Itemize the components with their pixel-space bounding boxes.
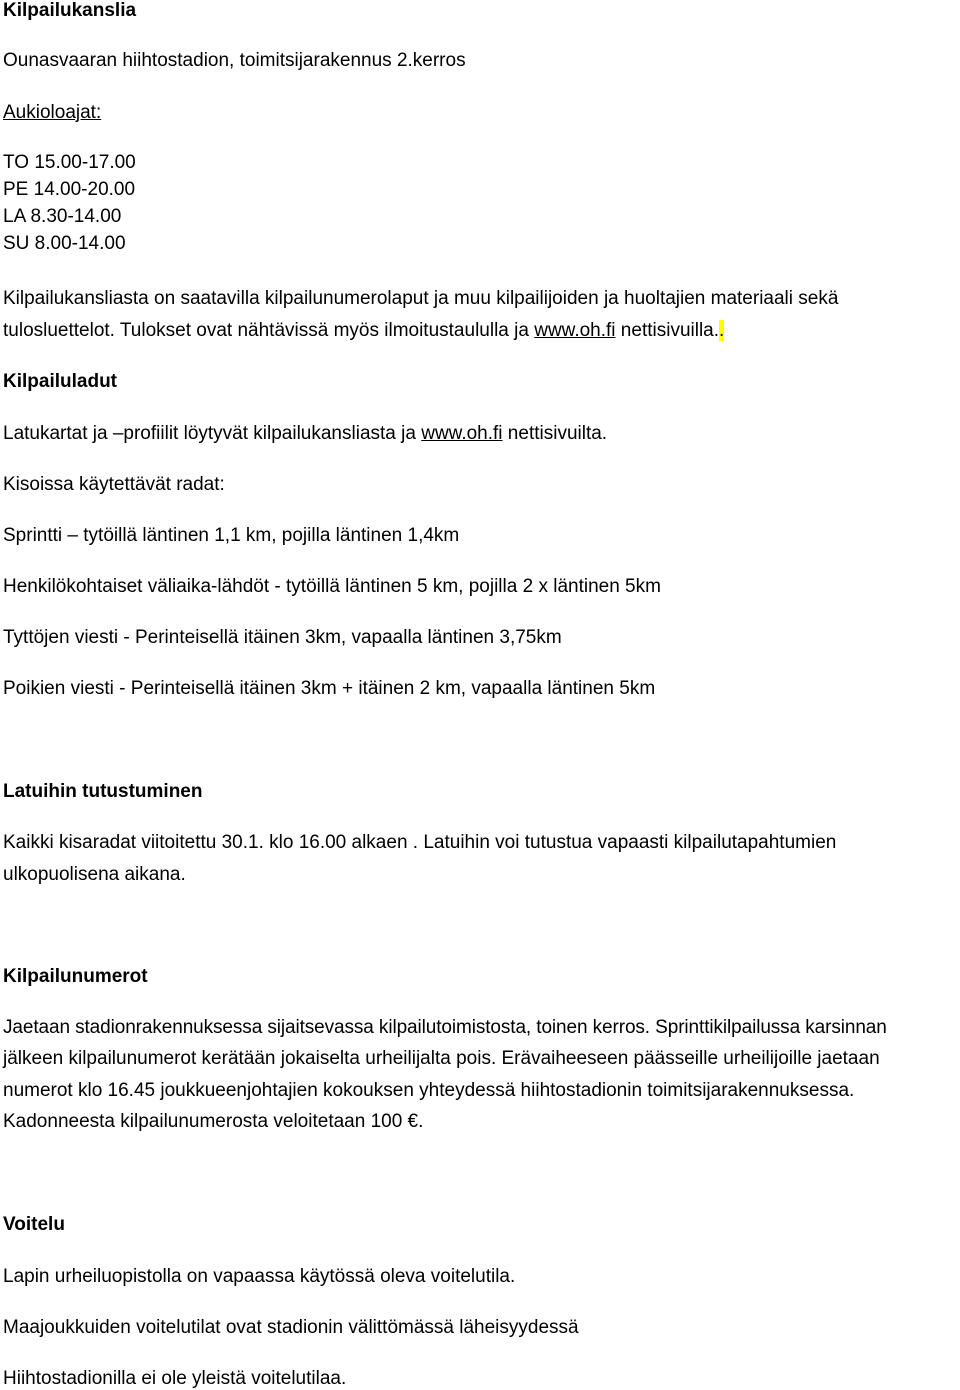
heading-kilpailunumerot: Kilpailunumerot [3,966,148,987]
kanslia-info-line2 [3,320,724,342]
hours-saturday: LA 8.30-14.00 [3,206,122,227]
tutustuminen-line2: ulkopuolisena aikana. [3,864,186,885]
tutustuminen-line1: Kaikki kisaradat viitoitettu 30.1. klo 16.00 alkaen . Latuihin voi tutustua vapaasti kilpailutapahtumien [3,832,837,853]
voitelu-line1: Lapin urheiluopistolla on vapaassa käytössä oleva voitelutila. [3,1266,516,1287]
hours-friday: PE 14.00-20.00 [3,179,136,200]
ohfi-link[interactable]: www.oh.fi [534,320,616,341]
hours-thursday: TO 15.00-17.00 [3,152,136,173]
heading-kilpailukanslia: Kilpailukanslia [3,0,137,21]
kanslia-info-line1: Kilpailukansliasta on saatavilla kilpailunumerolaput ja muu kilpailijoiden ja huoltajien materiaali sekä [3,288,839,309]
maps-line [3,423,607,445]
tracks-label: Kisoissa käytettävät radat: [3,474,225,495]
highlight-mark: . [719,320,725,341]
numerot-line1: Jaetaan stadionrakennuksessa sijaitsevassa kilpailutoimistosta, toinen kerros. Sprinttikilpailussa karsinnan [3,1017,887,1038]
hours-label-link[interactable]: Aukioloajat: [3,102,102,123]
hours-sunday: SU 8.00-14.00 [3,233,126,254]
track-girls-relay: Tyttöjen viesti - Perinteisellä itäinen 3km, vapaalla läntinen 3,75km [3,627,562,648]
track-sprint: Sprintti – tytöillä läntinen 1,1 km, pojilla läntinen 1,4km [3,525,460,546]
voitelu-line3: Hiihtostadionilla ei ole yleistä voitelutilaa. [3,1368,347,1389]
track-boys-relay: Poikien viesti - Perinteisellä itäinen 3km + itäinen 2 km, vapaalla läntinen 5km [3,678,656,699]
heading-latuihin-tutustuminen: Latuihin tutustuminen [3,781,203,802]
hours-label-wrap [3,102,101,124]
numerot-line3: numerot klo 16.45 joukkueenjohtajien kokouksen yhteydessä hiihtostadionin toimitsijarakennuksessa. [3,1080,855,1101]
kanslia-info-text: tulosluettelot. Tulokset ovat nähtävissä myös ilmoitustaululla ja [3,320,535,341]
kanslia-location: Ounasvaaran hiihtostadion, toimitsijarakennus 2.kerros [3,50,466,71]
kanslia-info-post: nettisivuilla. [615,320,720,341]
voitelu-line2: Maajoukkuiden voitelutilat ovat stadionin välittömässä läheisyydessä [3,1317,579,1338]
numerot-line2: jälkeen kilpailunumerot kerätään jokaiselta urheilijalta pois. Erävaiheeseen päässeille urheilijoille jaetaan [3,1048,880,1069]
maps-post: nettisivuilta. [502,423,608,444]
track-individual: Henkilökohtaiset väliaika-lähdöt - tytöillä läntinen 5 km, pojilla 2 x läntinen 5km [3,576,661,597]
heading-voitelu: Voitelu [3,1214,65,1235]
heading-kilpailuladut: Kilpailuladut [3,371,117,392]
ohfi-link-2[interactable]: www.oh.fi [421,423,503,444]
numerot-line4: Kadonneesta kilpailunumerosta veloitetaan 100 €. [3,1111,424,1132]
maps-text: Latukartat ja –profiilit löytyvät kilpailukansliasta ja [3,423,422,444]
